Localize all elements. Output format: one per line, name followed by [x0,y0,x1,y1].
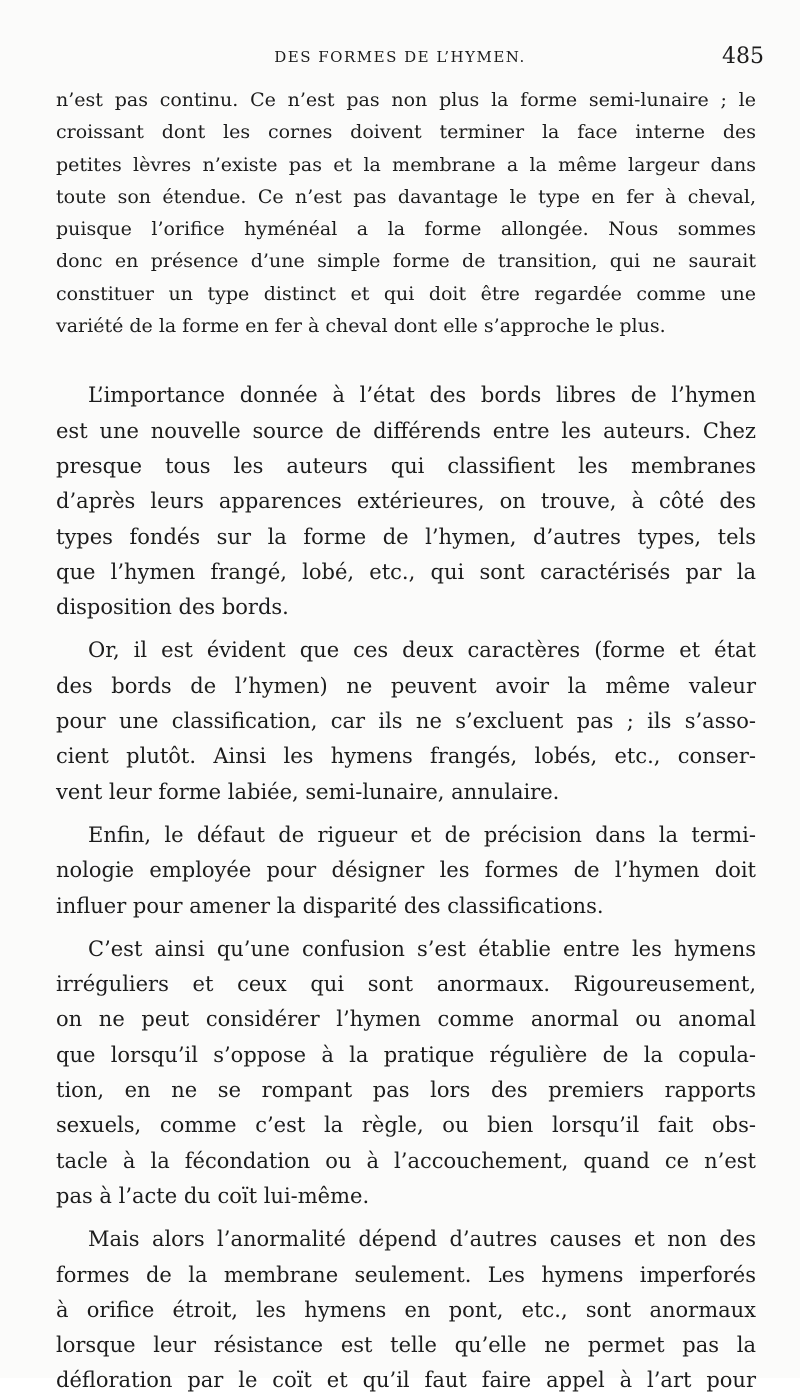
text-line: presque tous les auteurs qui classifient les membranes [56,453,756,478]
text-line: est une nouvelle source de différends entre les auteurs. Chez [56,418,756,443]
text-line: cient plutôt. Ainsi les hymens frangés, lobés, etc., conser- [56,744,756,769]
text-line: disposition des bords. [56,595,289,620]
text-line: n’est pas continu. Ce n’est pas non plus la forme semi-lunaire ; le [56,89,756,111]
paragraph-3 [56,633,756,809]
running-head [40,44,764,74]
text-line: que lorsqu’il s’oppose à la pratique régulière de la copula- [56,1042,756,1067]
text-line: L’importance donnée à l’état des bords libres de l’hymen [88,383,756,408]
text-line: formes de la membrane seulement. Les hymens imperforés [56,1262,756,1287]
text-line: types fondés sur la forme de l’hymen, d’autres types, tels [56,524,756,549]
paragraph-4 [56,818,756,924]
text-line: tion, en ne se rompant pas lors des premiers rapports [56,1078,756,1103]
page-number: 485 [722,44,764,69]
text-line: C’est ainsi qu’une confusion s’est établie entre les hymens [88,936,756,961]
text-line: lorsque leur résistance est telle qu’elle ne permet pas la [56,1333,756,1358]
text-line: Enfin, le défaut de rigueur et de précision dans la termi- [88,822,756,847]
text-line: puisque l’orifice hyménéal a la forme allongée. Nous sommes [56,218,756,241]
paragraph-2 [56,378,756,625]
text-line: constituer un type distinct et qui doit être regardée comme une [56,282,756,305]
text-line: on ne peut considérer l’hymen comme anormal ou anomal [56,1007,756,1032]
page-body [56,84,756,1399]
text-line: vent leur forme labiée, semi-lunaire, annulaire. [56,779,560,804]
text-line: petites lèvres n’existe pas et la membrane a la même largeur dans [56,153,756,176]
text-line: influer pour amener la disparité des classifications. [56,893,604,918]
text-line: tacle à la fécondation ou à l’accouchement, quand ce n’est [56,1148,756,1173]
text-line: défloration par le coït et qu’il faut faire appel à l’art pour [56,1368,756,1393]
text-line: à orifice étroit, les hymens en pont, etc., sont anormaux [56,1297,756,1322]
text-line: sexuels, comme c’est la règle, ou bien lorsqu’il fait obs- [56,1113,756,1138]
text-line: donc en présence d’une simple forme de transition, qui ne saurait [56,250,756,273]
text-line: que l’hymen frangé, lobé, etc., qui sont caractérisés par la [56,559,756,584]
paragraph-1 [56,84,756,342]
paragraph-6 [56,1222,756,1398]
text-line: Or, il est évident que ces deux caractères (forme et état [88,638,756,663]
text-line: Mais alors l’anormalité dépend d’autres causes et non des [88,1227,756,1252]
text-line: d’après leurs apparences extérieures, on trouve, à côté des [56,489,756,514]
text-line: pour une classification, car ils ne s’excluent pas ; ils s’asso- [56,709,756,734]
text-line: irréguliers et ceux qui sont anormaux. Rigoureusement, [56,972,756,997]
text-line: toute son étendue. Ce n’est pas davantage le type en fer à cheval, [56,185,756,208]
running-title: DES FORMES DE L’HYMEN. [274,48,526,66]
paragraph-5 [56,932,756,1214]
text-line: des bords de l’hymen) ne peuvent avoir la même valeur [56,673,756,698]
text-line: variété de la forme en fer à cheval dont elle s’approche le plus. [56,315,666,338]
text-line: nologie employée pour désigner les formes de l’hymen doit [56,858,756,883]
text-line: croissant dont les cornes doivent terminer la face interne des [56,121,756,144]
text-line: pas à l’acte du coït lui-même. [56,1183,370,1208]
